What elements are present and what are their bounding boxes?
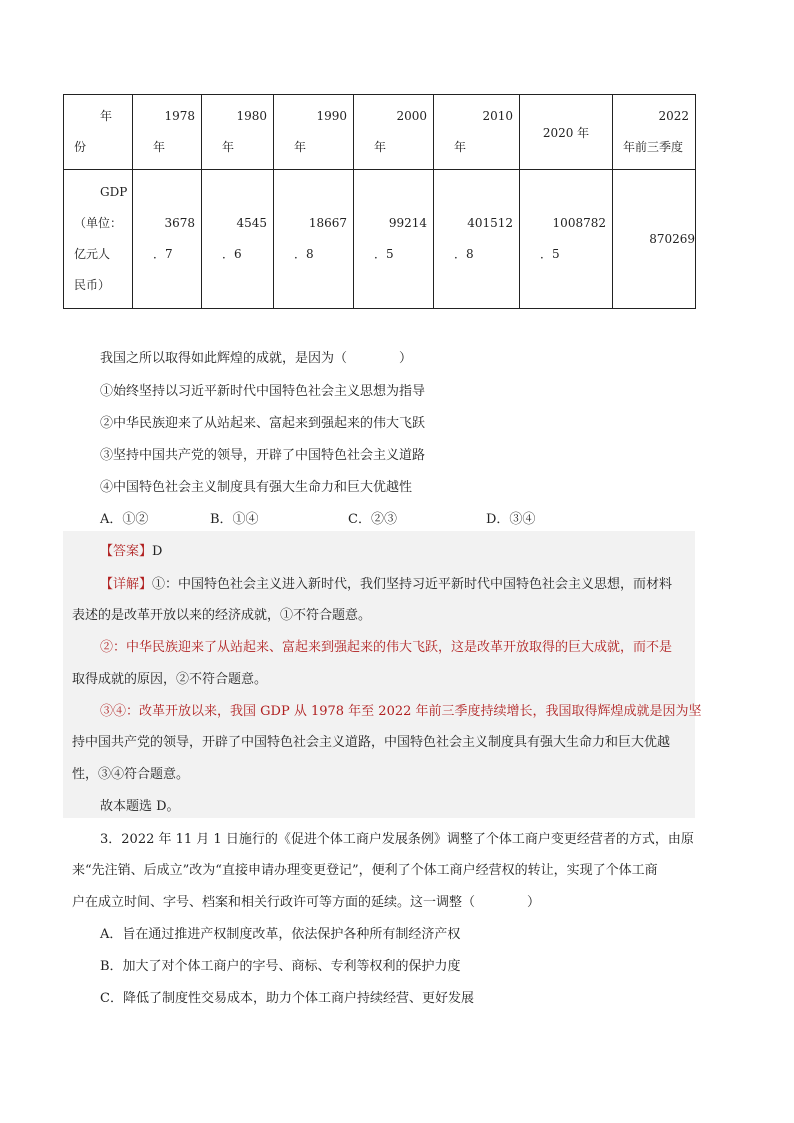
year-cell [274,95,354,170]
detail-text: ①：中国特色社会主义进入新时代，我们坚持习近平新时代中国特色社会主义思想，而材料 [152,577,673,592]
year-unit: 年前三季度 [623,140,684,154]
q3-option-a[interactable]: A．旨在通过推进产权制度改革，依法保护各种所有制经济产权 [100,927,461,942]
year-unit: 年 [374,140,387,154]
gdp-value-decimal: ．8 [454,247,474,261]
header-label-cell [64,95,133,170]
table-gdp-row [64,170,696,309]
detail-text: 持中国共产党的领导，开辟了中国特色社会主义道路，中国特色社会主义制度具有强大生命力和巨大优越 [72,735,671,750]
option-a[interactable]: A．①② [100,512,149,527]
gdp-table [63,94,696,309]
gdp-value: 18667 [308,216,347,230]
statement-item: ②中华民族迎来了从站起来、富起来到强起来的伟大飞跃 [100,416,426,431]
answer-label: 【答案】 [100,544,153,559]
gdp-value-cell [202,170,274,309]
year-unit: 年 [222,140,235,154]
detail-text: 性，③④符合题意。 [72,767,190,782]
year-value: 2010 [482,109,513,123]
year-value: 2000 [396,109,427,123]
q3-option-b[interactable]: B．加大了对个体工商户的字号、商标、专利等权利的保护力度 [100,959,461,974]
year-unit: 年 [153,140,166,154]
year-cell [613,95,696,170]
year-unit: 年 [454,140,467,154]
option-d[interactable]: D．③④ [486,512,536,527]
gdp-value-cell [133,170,202,309]
year-cell [520,95,613,170]
gdp-value: 3678 [164,216,195,230]
year-value: 2022 [658,109,689,123]
header-label-line: 年 [100,109,113,123]
question3-stem: 来“先注销、后成立”改为“直接申请办理变更登记”，便利了个体工商户经营权的转让，实现了个体工商 [72,863,658,878]
gdp-label-line: 民币） [74,278,111,292]
gdp-label-line: 亿元人 [74,247,111,261]
header-label-line: 份 [74,140,87,154]
year-value: 1990 [316,109,347,123]
statement-item: ④中国特色社会主义制度具有强大生命力和巨大优越性 [100,480,413,495]
detail-text: 取得成就的原因，②不符合题意。 [72,672,268,687]
gdp-value: 401512 [467,216,513,230]
gdp-value: 870269 [649,232,695,246]
year-unit: 年 [294,140,307,154]
gdp-label-line: GDP [100,185,128,199]
detail-text: ②：中华民族迎来了从站起来、富起来到强起来的伟大飞跃，这是改革开放取得的巨大成就，而不是 [100,640,673,655]
gdp-value-decimal: ．8 [294,247,314,261]
detail-line [100,573,672,592]
question3-stem: 户在成立时间、字号、档案和相关行政许可等方面的延续。这一调整（ ） [72,895,541,910]
year-cell [354,95,434,170]
gdp-value: 1008782 [552,216,606,230]
question3-stem: 3．2022 年 11 月 1 日施行的《促进个体工商户发展条例》调整了个体工商户变更经营者的方式，由原 [100,832,694,847]
q3-option-c[interactable]: C．降低了制度性交易成本，助力个体工商户持续经营、更好发展 [100,991,474,1006]
question-stem: 我国之所以取得如此辉煌的成就，是因为（ ） [100,351,413,366]
gdp-value: 99214 [388,216,427,230]
year-cell [202,95,274,170]
gdp-value-decimal: ．7 [153,247,173,261]
detail-text: ③④：改革开放以来，我国 GDP 从 1978 年至 2022 年前三季度持续增长，我国取得辉煌成就是因为坚 [100,704,702,719]
gdp-value-decimal: ．5 [374,247,394,261]
year-value: 1980 [236,109,267,123]
gdp-value-cell [274,170,354,309]
gdp-value: 4545 [236,216,267,230]
year-cell [133,95,202,170]
conclusion-text: 故本题选 D。 [100,799,180,814]
gdp-value-decimal: ．6 [222,247,242,261]
gdp-value-decimal: ．5 [540,247,560,261]
detail-label: 【详解】 [100,577,153,592]
gdp-label-cell [64,170,133,309]
detail-text: 表述的是改革开放以来的经济成就，①不符合题意。 [72,608,372,623]
answer-line [100,540,162,559]
gdp-value-cell [434,170,520,309]
gdp-value-cell [613,170,696,309]
statement-item: ①始终坚持以习近平新时代中国特色社会主义思想为指导 [100,384,426,399]
year-value: 2020 年 [542,125,590,140]
option-b[interactable]: B．①④ [210,512,259,527]
table-header-row [64,95,696,170]
year-value: 1978 [164,109,195,123]
statement-item: ③坚持中国共产党的领导，开辟了中国特色社会主义道路 [100,448,426,463]
answer-value: D [152,544,163,559]
option-c[interactable]: C．②③ [348,512,397,527]
gdp-value-cell [520,170,613,309]
year-cell [434,95,520,170]
gdp-label-line: （单位： [74,216,123,230]
gdp-value-cell [354,170,434,309]
